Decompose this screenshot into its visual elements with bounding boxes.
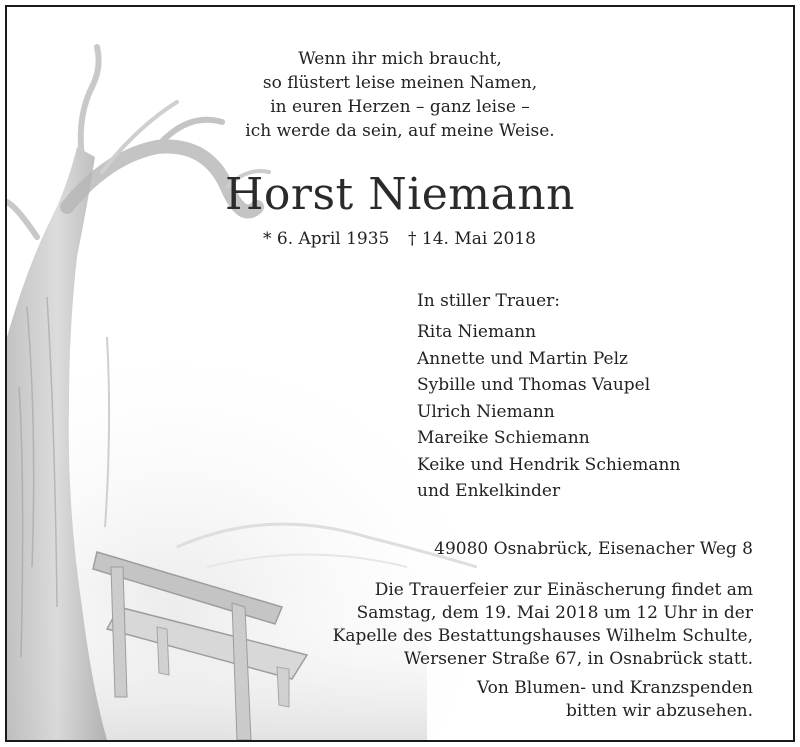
obituary-frame	[5, 5, 795, 742]
poem	[7, 47, 793, 143]
poem-line: Wenn ihr mich braucht,	[298, 49, 502, 69]
mourners-heading: In stiller Trauer:	[417, 291, 560, 311]
funeral-line: Wersener Straße 67, in Osnabrück statt.	[403, 649, 753, 669]
funeral-line: Die Trauerfeier zur Einäscherung findet am	[374, 580, 753, 600]
mourner-name: Keike und Hendrik Schiemann	[417, 454, 681, 475]
flowers-line: bitten wir abzusehen.	[566, 701, 753, 721]
poem-line: so flüstert leise meinen Namen,	[262, 73, 538, 93]
poem-line: in euren Herzen – ganz leise –	[270, 97, 530, 117]
funeral-line: Samstag, dem 19. Mai 2018 um 12 Uhr in der	[356, 603, 753, 623]
deceased-name: Horst Niemann	[225, 169, 575, 220]
mourner-name: Ulrich Niemann	[417, 401, 555, 422]
flowers-note	[477, 677, 753, 723]
flowers-line: Von Blumen- und Kranzspenden	[476, 678, 753, 698]
death-date: † 14. Mai 2018	[408, 229, 536, 249]
funeral-line: Kapelle des Bestattungshauses Wilhelm Schulte,	[332, 626, 753, 646]
funeral-notice	[333, 579, 753, 671]
mourner-name: Sybille und Thomas Vaupel	[417, 375, 651, 395]
mourner-name: Rita Niemann	[417, 322, 537, 342]
mourners-list	[417, 319, 680, 505]
poem-line: ich werde da sein, auf meine Weise.	[245, 121, 555, 141]
mourner-name: und Enkelkinder	[417, 481, 561, 501]
birth-date: * 6. April 1935	[263, 229, 390, 249]
family-address: 49080 Osnabrück, Eisenacher Weg 8	[434, 539, 753, 559]
mourner-name: Annette und Martin Pelz	[417, 348, 628, 369]
mourner-name: Mareike Schiemann	[417, 428, 590, 448]
